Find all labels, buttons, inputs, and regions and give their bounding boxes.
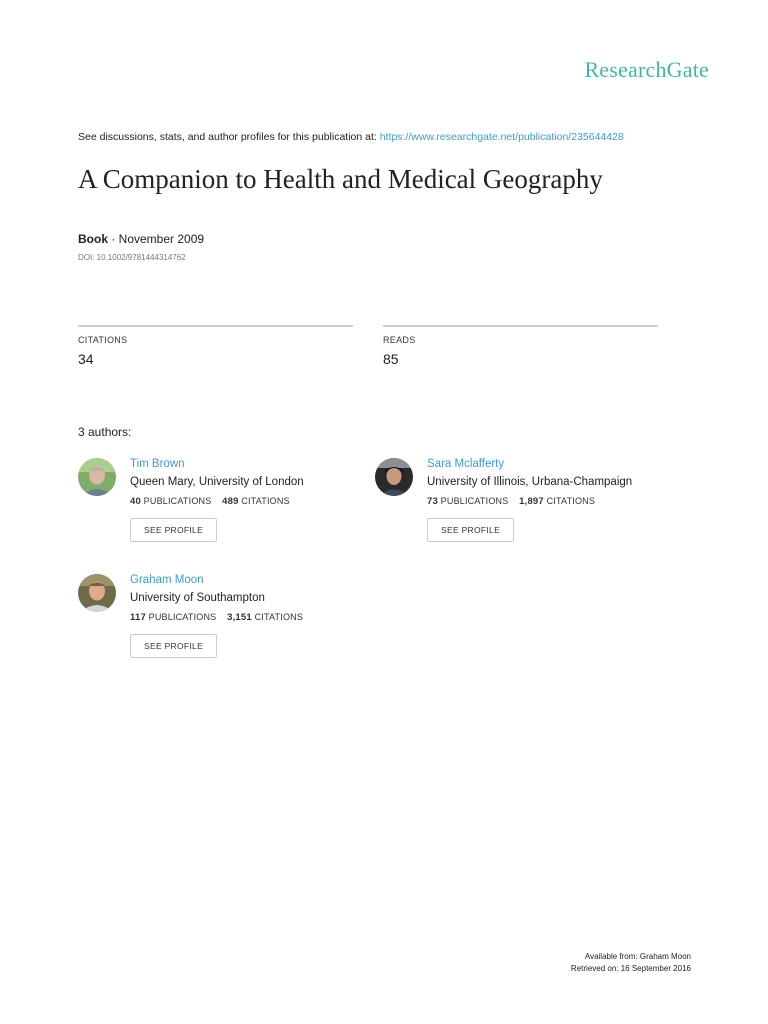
reads-label: READS bbox=[383, 335, 416, 345]
author-info bbox=[130, 458, 390, 542]
avatar[interactable] bbox=[78, 574, 116, 612]
see-profile-button[interactable]: SEE PROFILE bbox=[427, 518, 514, 542]
researchgate-logo[interactable]: ResearchGate bbox=[584, 57, 709, 82]
citations-label: CITATIONS bbox=[78, 335, 128, 345]
author-citations-label: CITATIONS bbox=[546, 496, 596, 506]
reads-value: 85 bbox=[383, 351, 399, 367]
avatar[interactable] bbox=[78, 458, 116, 496]
publication-date: November 2009 bbox=[118, 232, 205, 246]
author-stats bbox=[427, 496, 687, 507]
author-stats bbox=[130, 496, 390, 507]
publications-label: PUBLICATIONS bbox=[143, 496, 212, 506]
publication-meta bbox=[78, 232, 204, 246]
available-from: Available from: Graham Moon bbox=[584, 952, 691, 961]
author-institution: Queen Mary, University of London bbox=[130, 476, 304, 488]
author-name-link[interactable]: Graham Moon bbox=[130, 574, 204, 586]
avatar[interactable] bbox=[375, 458, 413, 496]
retrieved-on: Retrieved on: 16 September 2016 bbox=[570, 964, 691, 973]
publications-label: PUBLICATIONS bbox=[440, 496, 509, 506]
author-citations-count: 3,151 bbox=[227, 612, 252, 623]
citations-stat bbox=[78, 325, 353, 367]
publications-count: 117 bbox=[130, 612, 146, 623]
author-name-link[interactable]: Tim Brown bbox=[130, 458, 185, 470]
publication-title: A Companion to Health and Medical Geography bbox=[78, 164, 603, 194]
publication-link[interactable]: https://www.researchgate.net/publication/235644428 bbox=[379, 131, 624, 143]
meta-separator: · bbox=[108, 232, 119, 246]
author-name-link[interactable]: Sara Mclafferty bbox=[427, 458, 505, 470]
author-info bbox=[130, 574, 390, 658]
citations-value: 34 bbox=[78, 351, 94, 367]
author-info bbox=[427, 458, 687, 542]
author-citations-label: CITATIONS bbox=[254, 612, 304, 622]
see-profile-button[interactable]: SEE PROFILE bbox=[130, 634, 217, 658]
publications-count: 73 bbox=[427, 496, 438, 507]
author-citations-label: CITATIONS bbox=[241, 496, 290, 506]
see-profile-button[interactable]: SEE PROFILE bbox=[130, 518, 217, 542]
author-citations-count: 489 bbox=[222, 496, 239, 507]
author-stats bbox=[130, 612, 390, 623]
discussion-text: See discussions, stats, and author profiles for this publication at: bbox=[78, 131, 377, 143]
footer bbox=[571, 951, 691, 975]
publications-label: PUBLICATIONS bbox=[148, 612, 217, 622]
doi: DOI: 10.1002/9781444314762 bbox=[78, 253, 186, 262]
authors-heading: 3 authors: bbox=[78, 425, 132, 439]
author-institution: University of Illinois, Urbana-Champaign bbox=[427, 476, 633, 488]
reads-stat bbox=[383, 325, 658, 367]
publications-count: 40 bbox=[130, 496, 141, 507]
author-institution: University of Southampton bbox=[130, 592, 265, 604]
author-citations-count: 1,897 bbox=[519, 496, 544, 507]
publication-type: Book bbox=[78, 232, 108, 246]
discussion-line bbox=[78, 131, 624, 143]
